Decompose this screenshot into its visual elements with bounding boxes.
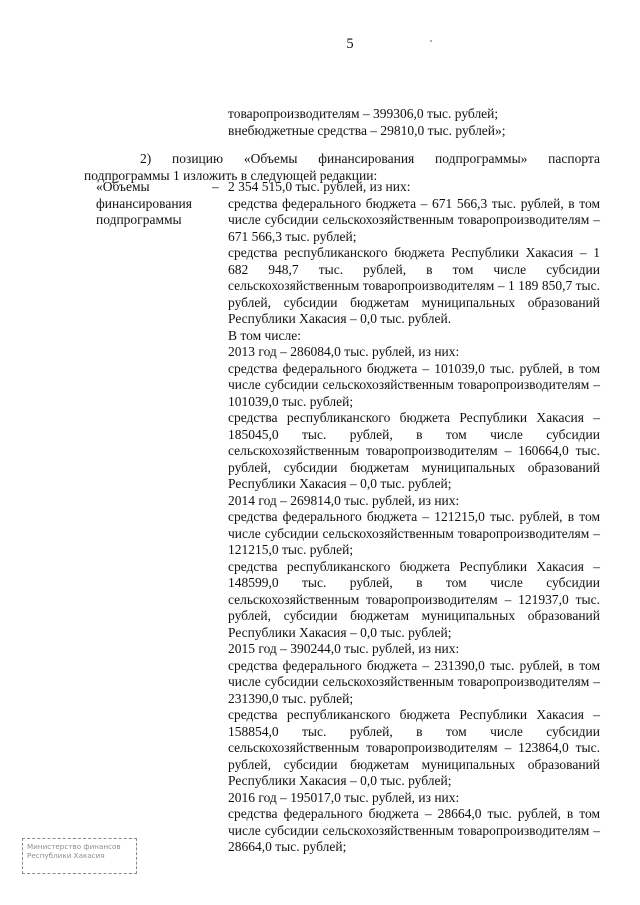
year-2013-federal: средства федерального бюджета – 101039,0 тыс. рублей, в том числе субсидии сельскохозяйственным товаропроизводителям – 101039,0 тыс. рублей; [228,360,600,409]
year-2016-total: 2016 год – 195017,0 тыс. рублей, из них: [228,789,460,805]
intro-line: внебюджетные средства – 29810,0 тыс. рублей»; [228,123,506,138]
year-2014-republic: средства республиканского бюджета Республики Хакасия – 148599,0 тыс. рублей, в том числе субсидии сельскохозяйственным товаропроизводителям – 121937,0 тыс. рублей, субсидии бюджетам муниципальных образований Республики Хакасия – 0,0 тыс. рублей; [228,558,600,640]
year-2015-total: 2015 год – 390244,0 тыс. рублей, из них: [228,641,460,656]
total-republic-budget: средства республиканского бюджета Республики Хакасия – 1 682 948,7 тыс. рублей, в том числе субсидии сельскохозяйственным товаропроизводителям – 1 189 850,7 тыс. рублей, субсидии бюджетам муниципальных образований Республики Хакасия – 0,0 тыс. рублей. [228,245,600,326]
total-federal-budget: средства федерального бюджета – 671 566,3 тыс. рублей, в том числе субсидии сельскохозяйственным товаропроизводителям – 671 566,3 тыс. рублей; [228,195,600,244]
year-2015-federal: средства федерального бюджета – 231390,0 тыс. рублей, в том числе субсидии сельскохозяйственным товаропроизводителям – 231390,0 тыс. рублей; [228,657,600,706]
intro-line: товаропроизводителям – 399306,0 тыс. рублей; [228,106,499,121]
year-2016-federal: средства федерального бюджета – 28664,0 тыс. рублей, в том числе субсидии сельскохозяйственным товаропроизводителям – 28664,0 тыс. рублей; [228,806,600,854]
label-dash: – [212,179,219,194]
in-total-heading: В том числе: [228,327,301,343]
passport-label-line: «Объемы [96,179,150,194]
funding-content [228,179,600,856]
year-2014-total: 2014 год – 269814,0 тыс. рублей, из них: [228,492,460,508]
previous-text-continuation [228,105,600,139]
total-amount: 2 354 515,0 тыс. рублей, из них: [228,179,411,194]
year-2015-republic: средства республиканского бюджета Республики Хакасия – 158854,0 тыс. рублей, в том числе субсидии сельскохозяйственным товаропроизводителям – 123864,0 тыс. рублей, субсидии бюджетам муниципальных образований Республики Хакасия – 0,0 тыс. рублей; [228,707,600,788]
scan-speck [430,40,432,42]
passport-label-line: финансирования [96,195,192,211]
ministry-stamp [22,838,137,874]
passport-label [96,179,216,229]
stamp-line: Республики Хакасия [27,851,105,860]
amendment-item-2: 2) позицию «Объемы финансирования подпрограммы» паспорта подпрограммы 1 изложить в следующей редакции: [84,151,600,183]
year-2013-republic: средства республиканского бюджета Республики Хакасия – 185045,0 тыс. рублей, в том числе субсидии сельскохозяйственным товаропроизводителям – 160664,0 тыс. рублей, субсидии бюджетам муниципальных образований Республики Хакасия – 0,0 тыс. рублей; [228,410,600,491]
page-number: 5 [346,36,354,52]
stamp-line: Министерство финансов [27,842,121,851]
passport-label-line: подпрограммы [96,212,182,227]
year-2014-federal: средства федерального бюджета – 121215,0 тыс. рублей, в том числе субсидии сельскохозяйственным товаропроизводителям – 121215,0 тыс. рублей; [228,509,600,557]
year-2013-total: 2013 год – 286084,0 тыс. рублей, из них: [228,344,460,359]
